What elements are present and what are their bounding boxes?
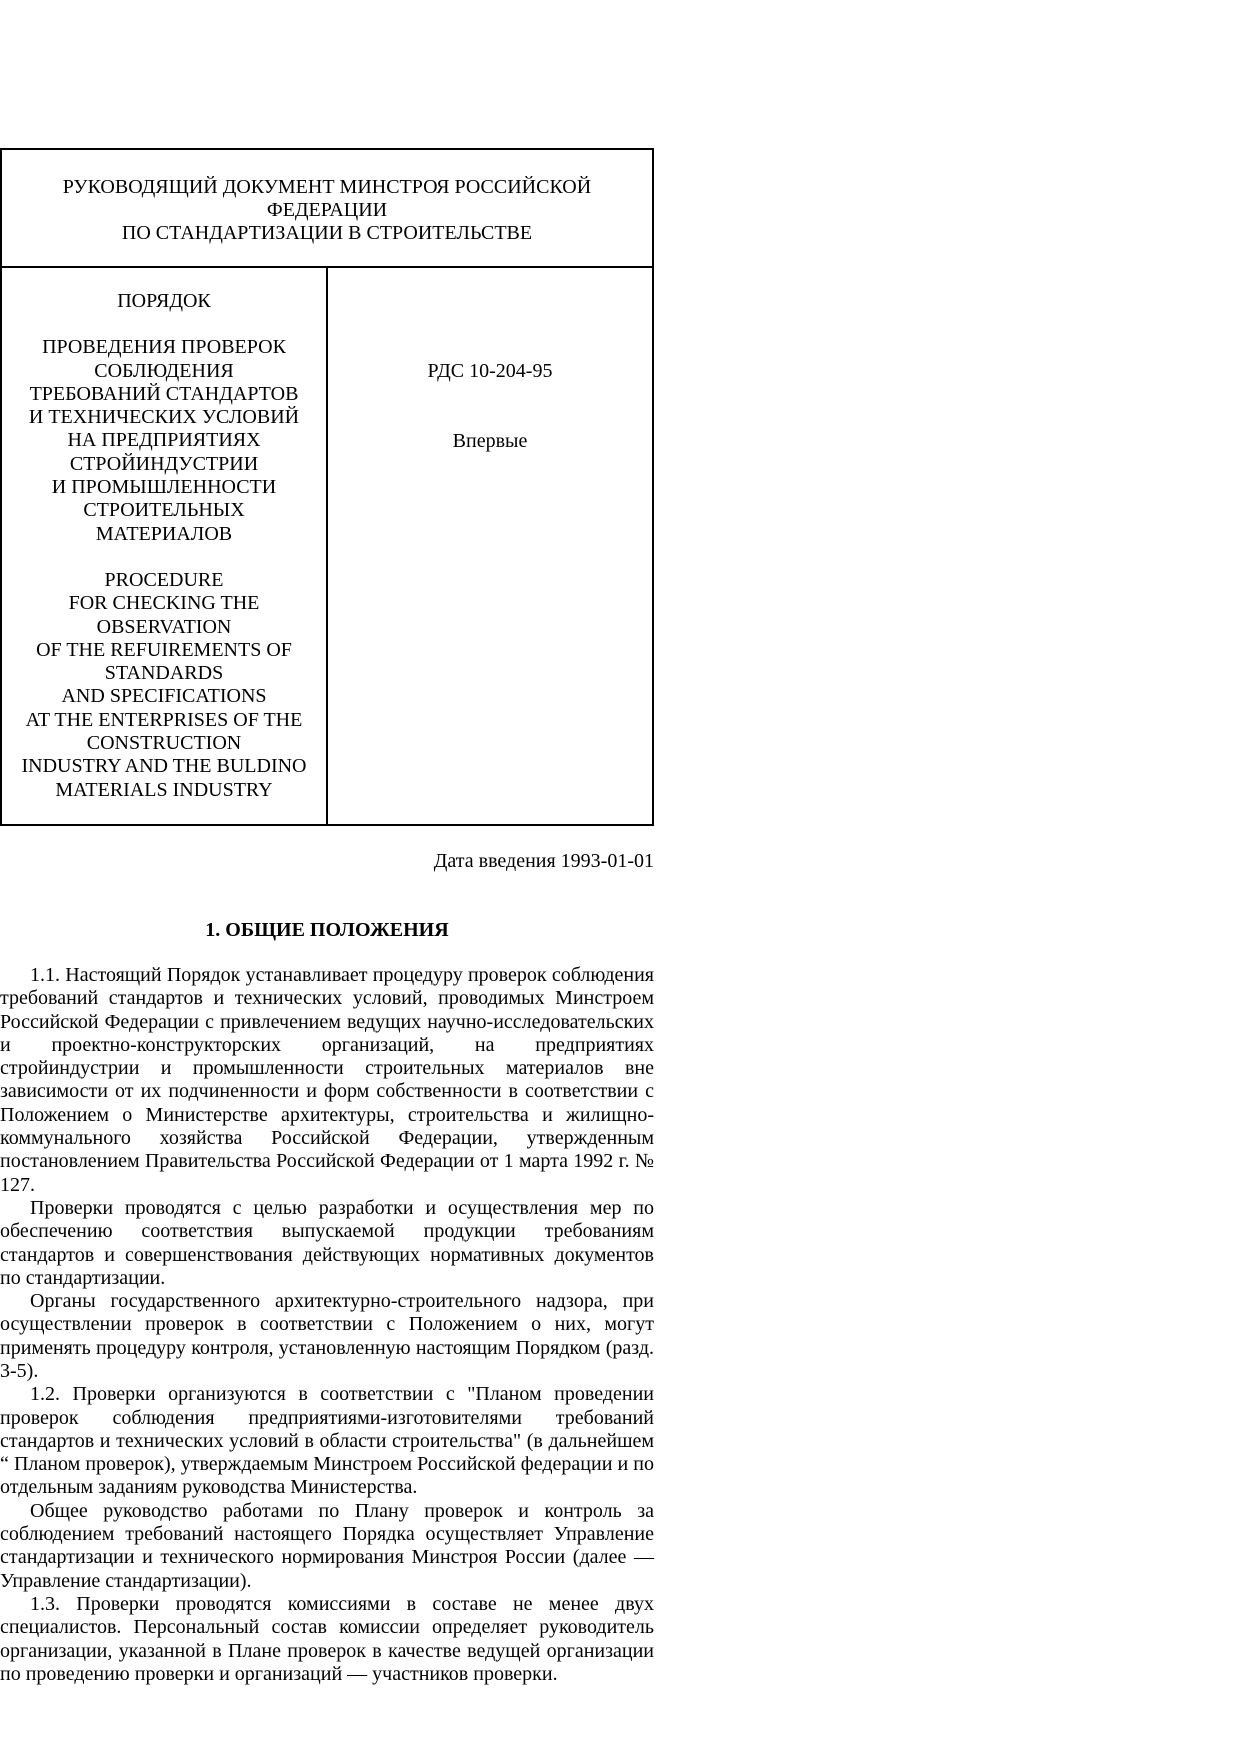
title-en-line: INDUSTRY AND THE BULDINO xyxy=(21,755,307,778)
title-en-line: AT THE ENTERPRISES OF THE CONSTRUCTION xyxy=(25,708,303,755)
header-line-1: РУКОВОДЯЩИЙ ДОКУМЕНТ МИНСТРОЯ РОССИЙСКОЙ xyxy=(62,176,592,198)
body-text xyxy=(0,964,654,1686)
section-title: 1. ОБЩИЕ ПОЛОЖЕНИЯ xyxy=(205,918,449,941)
title-en-line: MATERIALS INDUSTRY xyxy=(55,778,273,801)
paragraph: Общее руководство работами по Плану проверок и контроль за соблюдением требований настоящего Порядка осуществляет Управление стандартизации и технического нормирования Минстроя России (далее — Управление стандартизации). xyxy=(0,1499,654,1592)
document-status: Впервые xyxy=(452,430,528,452)
document-header xyxy=(1,149,653,267)
title-en-line: OF THE REFUIREMENTS OF STANDARDS xyxy=(36,638,292,685)
title-ru-line: ПРОВЕДЕНИЯ ПРОВЕРОК СОБЛЮДЕНИЯ xyxy=(42,336,286,382)
paragraph: 1.1. Настоящий Порядок устанавливает процедуру проверок соблюдения требований стандартов и технических условий, проводимых Минстроем Российской Федерации с привлечением ведущих научно-исследовательских и проектно-конструкторских организаций, на предприятиях стройиндустрии и промышленности строительных материалов вне зависимости от их подчиненности и форм собственности в соответствии с Положением о Министерстве архитектуры, строительства и жилищно-коммунального хозяйства Российской Федерации, утвержденным постановлением Правительства Российской Федерации от 1 марта 1992 г. № 127. xyxy=(0,963,654,1196)
header-line-2: ФЕДЕРАЦИИ xyxy=(266,199,388,221)
document xyxy=(0,148,654,1686)
paragraph: 1.3. Проверки проводятся комиссиями в составе не менее двух специалистов. Персональный состав комиссии определяет руководитель организации, указанной в Плане проверок в качестве ведущей организации по проведению проверки и организаций — участников проверки. xyxy=(0,1592,654,1685)
paragraph: Проверки проводятся с целью разработки и осуществления мер по обеспечению соответствия выпускаемой продукции требованиям стандартов и совершенствования действующих нормативных документов по стандартизации. xyxy=(0,1196,654,1289)
title-ru-line: И ПРОМЫШЛЕННОСТИ СТРОИТЕЛЬНЫХ xyxy=(51,476,277,522)
title-ru-line: И ТЕХНИЧЕСКИХ УСЛОВИЙ xyxy=(28,406,300,429)
document-code-cell xyxy=(327,267,653,825)
title-en-line: AND SPECIFICATIONS xyxy=(61,685,267,708)
header-line-3: ПО СТАНДАРТИЗАЦИИ В СТРОИТЕЛЬСТВЕ xyxy=(121,222,533,244)
title-en-line: PROCEDURE xyxy=(104,568,224,591)
document-code: РДС 10-204-95 xyxy=(427,360,553,382)
document-title xyxy=(1,267,327,825)
title-ru-line: МАТЕРИАЛОВ xyxy=(95,522,233,545)
paragraph: 1.2. Проверки организуются в соответствии с "Планом проведении проверок соблюдения предприятиями-изготовителями требований стандартов и технических условий в области строительства" (в дальнейшем “ Планом проверок), утверждаемым Минстроем Российской федерации и по отдельным заданиям руководства Министерства. xyxy=(0,1383,654,1499)
title-ru-line: НА ПРЕДПРИЯТИЯХ СТРОЙИНДУСТРИИ xyxy=(67,429,261,475)
title-ru-line: ТРЕБОВАНИЙ СТАНДАРТОВ xyxy=(29,382,299,405)
title-heading: ПОРЯДОК xyxy=(117,290,211,312)
header-table xyxy=(0,148,654,826)
paragraph: Органы государственного архитектурно-строительного надзора, при осуществлении проверок в соответствии с Положением о них, могут применять процедуру контроля, установленную настоящим Порядком (разд. 3-5). xyxy=(0,1290,654,1382)
title-en-line: FOR CHECKING THE OBSERVATION xyxy=(68,592,260,638)
effective-date: Дата введения 1993-01-01 xyxy=(433,849,654,872)
